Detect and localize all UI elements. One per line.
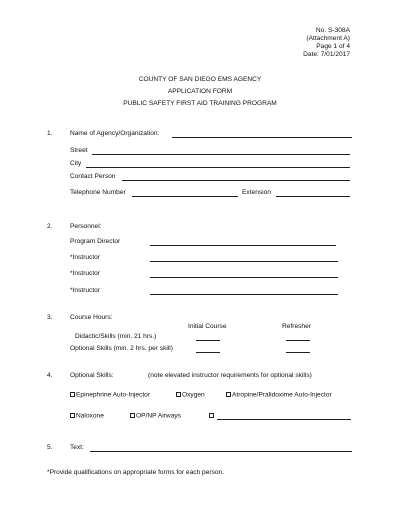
- epinephrine-checkbox[interactable]: [70, 392, 75, 397]
- section-1-number: 1.: [47, 130, 53, 137]
- footnote: *Provide qualifications on appropriate forms for each person.: [47, 469, 225, 476]
- naloxone-checkbox[interactable]: [70, 413, 75, 418]
- oxygen-option[interactable]: [176, 392, 205, 399]
- instructor-1-label: *Instructor: [70, 254, 101, 261]
- refresher-header: Refresher: [282, 323, 311, 330]
- contact-person-label: Contact Person: [70, 173, 116, 180]
- agency-name-label: Name of Agency/Organization:: [70, 130, 160, 137]
- instructor-2-field[interactable]: [150, 277, 338, 278]
- agency-name-field[interactable]: [172, 137, 352, 138]
- epinephrine-label: Epinephrine Auto-Injector: [76, 391, 151, 399]
- other-checkbox[interactable]: [209, 413, 214, 418]
- telephone-label: Telephone Number: [70, 189, 126, 196]
- optional-initial-field[interactable]: [196, 352, 220, 353]
- optional-skills-note: (note elevated instructor requirements for optional skills): [148, 372, 312, 379]
- instructor-2-label: *Instructor: [70, 270, 101, 277]
- extension-label: Extension: [242, 189, 271, 196]
- oxygen-label: Oxygen: [182, 391, 205, 399]
- program-director-label: Program Director: [70, 238, 121, 245]
- atropine-option[interactable]: [226, 392, 332, 399]
- section-4-number: 4.: [47, 372, 53, 379]
- title-form: APPLICATION FORM: [167, 88, 233, 95]
- other-skill-field[interactable]: [217, 419, 351, 420]
- doc-date: Date: 7/01/2017: [303, 51, 350, 58]
- optional-refresher-field[interactable]: [286, 352, 310, 353]
- section-5-number: 5.: [47, 444, 53, 451]
- instructor-1-field[interactable]: [150, 261, 338, 262]
- program-director-field[interactable]: [150, 245, 336, 246]
- text-field[interactable]: [90, 451, 352, 452]
- naloxone-option[interactable]: [70, 413, 104, 420]
- didactic-skills-label: Didactic/Skills (min. 21 hrs.): [75, 333, 157, 340]
- naloxone-label: Naloxone: [76, 412, 104, 420]
- text-label: Text:: [70, 444, 84, 451]
- attachment-label: (Attachment A): [306, 35, 350, 42]
- airways-checkbox[interactable]: [130, 413, 135, 418]
- didactic-refresher-field[interactable]: [286, 340, 310, 341]
- instructor-3-label: *Instructor: [70, 287, 101, 294]
- doc-number: No. S-308A: [315, 27, 350, 34]
- personnel-label: Personnel:: [70, 223, 102, 230]
- other-option[interactable]: [209, 413, 215, 420]
- atropine-checkbox[interactable]: [226, 392, 231, 397]
- epinephrine-option[interactable]: [70, 392, 150, 399]
- course-hours-label: Course Hours:: [70, 314, 113, 321]
- section-2-number: 2.: [47, 223, 53, 230]
- street-label: Street: [70, 147, 88, 154]
- city-field[interactable]: [86, 167, 350, 168]
- street-field[interactable]: [92, 154, 350, 155]
- city-label: City: [70, 160, 82, 167]
- instructor-3-field[interactable]: [150, 294, 338, 295]
- telephone-field[interactable]: [132, 196, 238, 197]
- title-program: PUBLIC SAFETY FIRST AID TRAINING PROGRAM: [123, 100, 277, 107]
- section-3-number: 3.: [47, 314, 53, 321]
- airways-option[interactable]: [130, 413, 181, 420]
- title-agency: COUNTY OF SAN DIEGO EMS AGENCY: [138, 76, 262, 83]
- airways-label: OP/NP Airways: [136, 412, 181, 420]
- oxygen-checkbox[interactable]: [176, 392, 181, 397]
- page-indicator: Page 1 of 4: [316, 43, 350, 50]
- extension-field[interactable]: [276, 196, 350, 197]
- optional-skills-hours-label: Optional Skills (min. 2 hrs. per skill): [70, 345, 173, 352]
- didactic-initial-field[interactable]: [196, 340, 220, 341]
- initial-course-header: Initial Course: [188, 323, 227, 330]
- atropine-label: Atropine/Pralidoxime Auto-Injector: [232, 391, 332, 399]
- optional-skills-label: Optional Skills:: [70, 372, 114, 379]
- contact-person-field[interactable]: [122, 180, 350, 181]
